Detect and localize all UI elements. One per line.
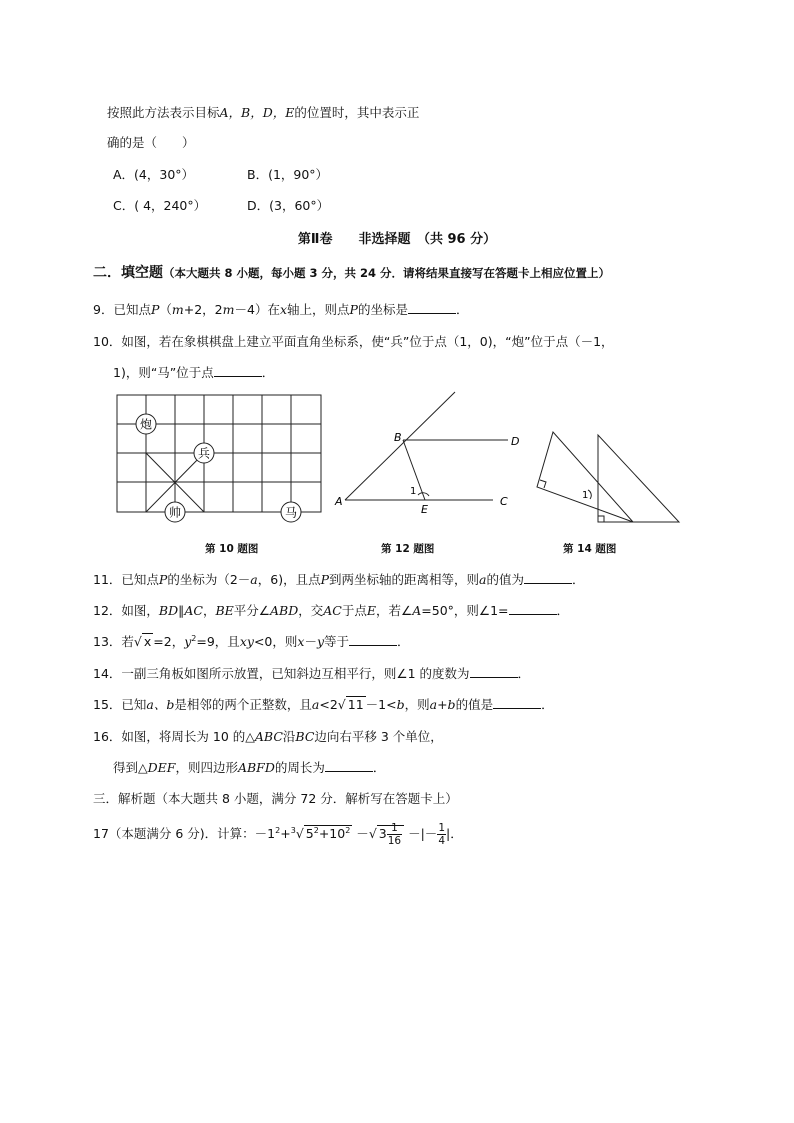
point-a-label: A — [335, 495, 343, 508]
question-17: 17（本题满分 6 分)．计算：$-1^2+^3√$ $5^2+10^2$ －√ 3 $\frac{1}{16}$ －|－ $\frac{1}{4}$ |． — [93, 822, 463, 847]
question-11: 11．已知点P的坐标为（2－a，6)，且点P到两坐标轴的距离相等，则a的值为 ． — [93, 572, 585, 587]
answer-blank-15 — [493, 696, 541, 709]
caption-figure-12: 第 12 题图 — [381, 543, 435, 555]
caption-figure-10: 第 10 题图 — [205, 543, 259, 555]
svg-text:马: 马 — [284, 505, 298, 520]
svg-text:帅: 帅 — [168, 505, 182, 520]
point-e-label: E — [421, 503, 428, 516]
point-c-label: C — [500, 495, 508, 508]
section-3-heading: 三．解析题（本大题共 8 小题，满分 72 分．解析写在答题卡上） — [93, 791, 458, 806]
question-10-line2: 1)，则“马”位于点 ． — [113, 365, 275, 380]
q8-option-d: D．(3，60°） — [247, 198, 330, 213]
answer-blank-10 — [214, 364, 262, 377]
q8-stem-line2: 确的是（ ） — [107, 135, 195, 150]
chess-board-figure — [110, 390, 330, 525]
q8-option-a: A．(4，30°） — [113, 167, 195, 182]
answer-blank-9 — [408, 301, 456, 314]
caption-figure-14: 第 14 题图 — [563, 543, 617, 555]
answer-blank-16 — [325, 759, 373, 772]
question-12: 12．如图，BD∥AC，BE平分∠ABD，交AC于点E，若∠A=50°，则∠1= ． — [93, 603, 570, 618]
question-10-line1: 10．如图，若在象棋棋盘上建立平面直角坐标系，使“兵”位于点（1，0)，“炮”位于点（－1， — [93, 334, 614, 349]
triangle-set-figure-14 — [530, 425, 690, 525]
question-15: 15．已知a、b是相邻的两个正整数，且a<2√ 11 －1<b，则a+b的值是 ． — [93, 697, 554, 712]
question-13: 13．若√ x =2，$y^2=9$，且xy<0，则x－y等于 ． — [93, 633, 410, 649]
question-9: 9．已知点P（m+2，2m－4）在x轴上，则点P的坐标是 ． — [93, 302, 469, 317]
answer-blank-12 — [509, 602, 557, 615]
question-16-line1: 16．如图，将周长为 10 的△ABC沿BC边向右平移 3 个单位， — [93, 729, 443, 744]
question-16-line2: 得到△DEF，则四边形ABFD的周长为 ． — [113, 760, 386, 775]
chess-piece-shuai — [165, 502, 185, 522]
chess-piece-pao — [136, 414, 156, 434]
chess-piece-ma — [281, 502, 301, 522]
section-2-heading: 二．填空题（本大题共 8 小题，每小题 3 分，共 24 分．请将结果直接写在答题卡上相应位置上） — [93, 265, 611, 281]
question-14: 14．一副三角板如图所示放置，已知斜边互相平行，则∠1 的度数为 ． — [93, 666, 531, 681]
answer-blank-14 — [470, 665, 518, 678]
q8-stem-line1: 按照此方法表示目标A，B，D，E的位置时，其中表示正 — [107, 105, 420, 120]
chess-piece-bing — [194, 443, 214, 463]
geometry-figure-12 — [330, 385, 530, 520]
answer-blank-11 — [524, 571, 572, 584]
fraction-1-4: $\frac{1}{4}$ — [438, 822, 445, 847]
point-b-label: B — [394, 431, 402, 444]
angle-1-label: 1 — [582, 490, 589, 501]
answer-blank-13 — [349, 633, 397, 646]
fraction-1-16: $\frac{1}{16}$ — [387, 822, 402, 847]
q8-option-b: B．(1，90°） — [247, 167, 329, 182]
point-d-label: D — [511, 435, 520, 448]
angle-1-label: 1 — [410, 486, 417, 497]
svg-text:兵: 兵 — [197, 446, 211, 461]
q8-option-c: C．( 4，240°） — [113, 198, 207, 213]
volume-2-title: 第Ⅱ卷 非选择题 （共 96 分） — [297, 232, 497, 247]
svg-text:炮: 炮 — [139, 417, 153, 432]
